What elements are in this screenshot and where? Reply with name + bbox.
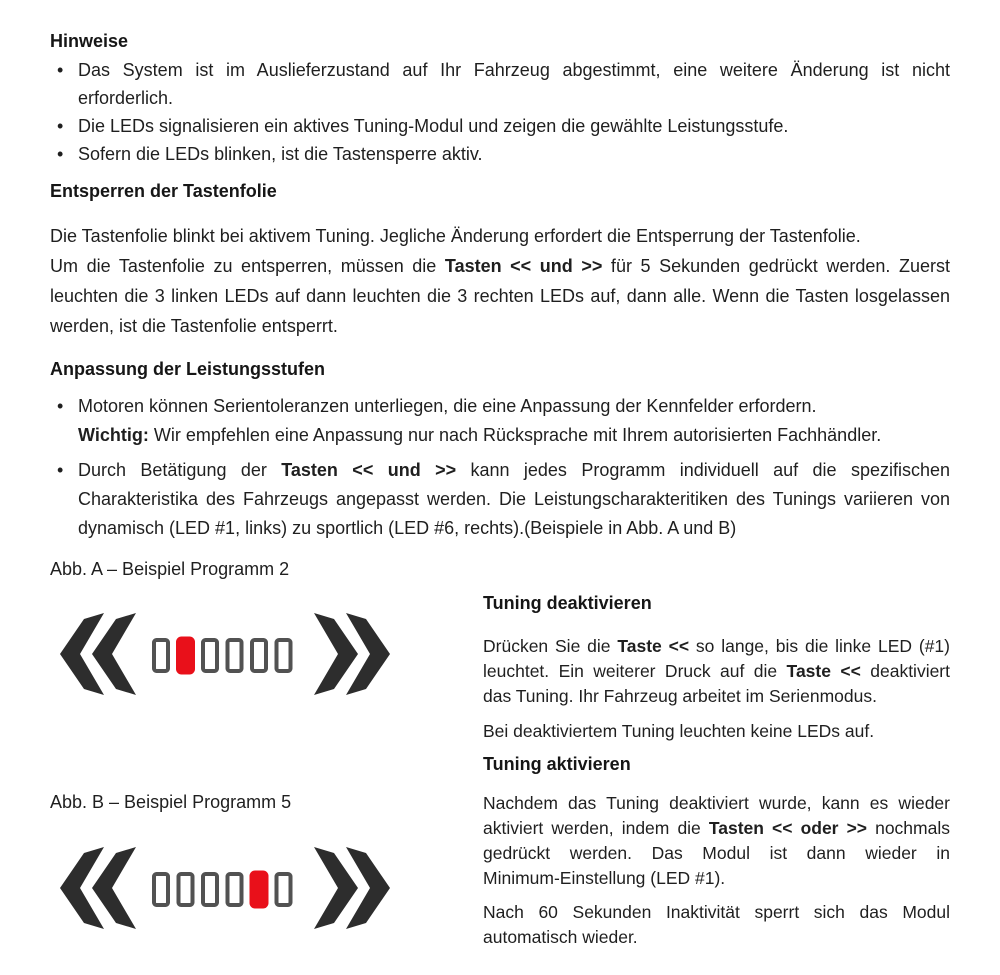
text-segment: leuchten die 3 linken LEDs auf dann leuchten die 3 rechten LEDs auf, dann alle. Wenn die Tasten losgelassen — [50, 286, 950, 306]
led-indicator-active — [176, 637, 195, 675]
text-segment: Durch Betätigung der — [78, 460, 282, 480]
chevron-stroke — [92, 847, 136, 929]
text-segment: Sofern die LEDs blinken, ist die Tastensperre aktiv. — [78, 144, 483, 164]
text-line — [50, 311, 950, 341]
text-line — [78, 456, 950, 485]
chevron-stroke — [314, 613, 358, 695]
bold-text-segment: Taste << — [786, 661, 861, 681]
heading-tuning-deaktivieren: Tuning deaktivieren — [483, 593, 652, 613]
text-segment: Drücken Sie die — [483, 636, 618, 656]
led-display-graphic — [56, 609, 396, 699]
led-indicator — [154, 640, 168, 671]
led-indicator — [228, 874, 242, 905]
bullet-icon: • — [57, 116, 64, 136]
section-heading-hinweise: Hinweise — [50, 31, 129, 51]
text-line — [78, 84, 950, 112]
text-segment: leuchtet. Ein weiterer Druck auf die — [483, 661, 787, 681]
led-indicator-active — [250, 871, 269, 909]
text-segment: werden, ist die Tastenfolie entsperrt. — [50, 316, 338, 336]
text-line — [483, 791, 950, 816]
text-line — [483, 659, 950, 684]
chevron-stroke — [314, 847, 358, 929]
text-segment: deaktiviert — [860, 661, 950, 681]
figure-b-label: Abb. B – Beispiel Programm 5 — [50, 792, 292, 812]
chevron-stroke — [92, 613, 136, 695]
text-line — [78, 485, 950, 514]
bullet-text — [78, 56, 950, 112]
text-line — [483, 684, 950, 709]
bullet-text — [78, 140, 950, 168]
led-indicator — [252, 640, 266, 671]
section-heading-anpassung: Anpassung der Leistungsstufen — [50, 359, 326, 379]
led-display-graphic — [56, 843, 396, 933]
text-segment: gedrückt werden. Das Modul ist dann wieder in — [483, 843, 950, 863]
led-indicator — [228, 640, 242, 671]
double-chevron-left-icon — [60, 613, 136, 695]
text-segment: dynamisch (LED #1, links) zu sportlich (LED #6, rechts).(Beispiele in Abb. A und B) — [78, 518, 737, 538]
heading-tuning-aktivieren: Tuning aktivieren — [483, 754, 631, 774]
text-line — [483, 900, 950, 925]
text-line — [483, 634, 950, 659]
figure-a-label: Abb. A – Beispiel Programm 2 — [50, 559, 290, 579]
bullet-item — [50, 56, 950, 112]
text-segment: Nachdem das Tuning deaktiviert wurde, kann es wieder — [483, 793, 950, 813]
text-line — [78, 140, 950, 168]
bullet-item — [50, 456, 950, 543]
bold-text-segment: Tasten << oder >> — [708, 818, 868, 838]
led-indicator — [203, 874, 217, 905]
text-segment: Nach 60 Sekunden Inaktivität sperrt sich das Modul — [483, 902, 950, 922]
figure-b-led-display — [56, 843, 396, 933]
bullet-item — [50, 392, 950, 450]
double-chevron-right-icon — [314, 613, 390, 695]
text-segment: für 5 Sekunden gedrückt werden. Zuerst — [602, 256, 950, 276]
figure-a-led-display — [56, 609, 396, 699]
text-segment: kann jedes Programm individuell auf die spezifischen — [456, 460, 950, 480]
tuning-aktivieren-paragraph-2 — [483, 900, 950, 950]
hinweise-bullet-list — [50, 56, 950, 168]
text-line — [483, 719, 950, 744]
led-indicator — [203, 640, 217, 671]
text-line — [78, 112, 950, 140]
text-segment: nochmals — [867, 818, 950, 838]
tuning-deaktivieren-paragraph-1 — [483, 634, 950, 709]
text-line — [78, 421, 950, 450]
bold-text-segment: Tasten << und >> — [444, 256, 603, 276]
entsperren-paragraph — [50, 221, 950, 341]
text-segment: Charakteristika des Fahrzeugs angepasst werden. Die Leistungscharakteritiken des Tunings variieren von — [78, 489, 950, 509]
text-segment: Die LEDs signalisieren ein aktives Tuning-Modul und zeigen die gewählte Leistungsstufe. — [78, 116, 789, 136]
text-line — [78, 514, 950, 543]
text-line — [50, 251, 950, 281]
right-column — [483, 592, 950, 950]
section-heading-entsperren: Entsperren der Tastenfolie — [50, 181, 277, 201]
text-line — [483, 816, 950, 841]
tuning-deaktivieren-paragraph-2 — [483, 719, 950, 744]
bullet-icon: • — [57, 144, 64, 164]
text-segment: automatisch wieder. — [483, 927, 638, 947]
text-segment: Motoren können Serientoleranzen unterliegen, die eine Anpassung der Kennfelder erfordern. — [78, 396, 817, 416]
text-segment: Das System ist im Auslieferzustand auf Ihr Fahrzeug abgestimmt, eine weitere Änderung ist nicht — [78, 60, 950, 80]
text-line — [483, 841, 950, 866]
double-chevron-right-icon — [314, 847, 390, 929]
led-indicator — [277, 874, 291, 905]
text-line — [50, 221, 950, 251]
bold-text-segment: Tasten << und >> — [281, 460, 457, 480]
led-indicator — [179, 874, 193, 905]
bullet-text — [78, 392, 950, 450]
text-segment: Wir empfehlen eine Anpassung nur nach Rücksprache mit Ihrem autorisierten Fachhändler. — [148, 425, 882, 445]
text-segment: das Tuning. Ihr Fahrzeug arbeitet im Serienmodus. — [483, 686, 877, 706]
text-line — [50, 281, 950, 311]
text-line — [78, 392, 950, 421]
bullet-icon: • — [57, 60, 64, 80]
bullet-item — [50, 140, 950, 168]
bold-text-segment: Wichtig: — [78, 425, 149, 445]
text-segment: Um die Tastenfolie zu entsperren, müssen die — [50, 256, 445, 276]
double-chevron-left-icon — [60, 847, 136, 929]
anpassung-bullet-list — [50, 392, 950, 543]
text-segment: Minimum-Einstellung (LED #1). — [483, 868, 726, 888]
bullet-icon: • — [57, 460, 64, 480]
text-segment: erforderlich. — [78, 88, 174, 108]
text-segment: so lange, bis die linke LED (#1) — [689, 636, 950, 656]
figures-and-instructions-area — [50, 543, 950, 963]
bullet-item — [50, 112, 950, 140]
led-indicator — [277, 640, 291, 671]
bold-text-segment: Taste << — [617, 636, 690, 656]
tuning-aktivieren-paragraph-1 — [483, 791, 950, 891]
bullet-text — [78, 456, 950, 543]
text-segment: Bei deaktiviertem Tuning leuchten keine LEDs auf. — [483, 721, 875, 741]
text-line — [78, 56, 950, 84]
text-line — [483, 925, 950, 950]
text-line — [483, 866, 950, 891]
bullet-icon: • — [57, 396, 64, 416]
led-indicator — [154, 874, 168, 905]
text-segment: aktiviert werden, indem die — [483, 818, 709, 838]
bullet-text — [78, 112, 950, 140]
text-segment: Die Tastenfolie blinkt bei aktivem Tuning. Jegliche Änderung erfordert die Entsperrung der Tastenfolie. — [50, 226, 861, 246]
